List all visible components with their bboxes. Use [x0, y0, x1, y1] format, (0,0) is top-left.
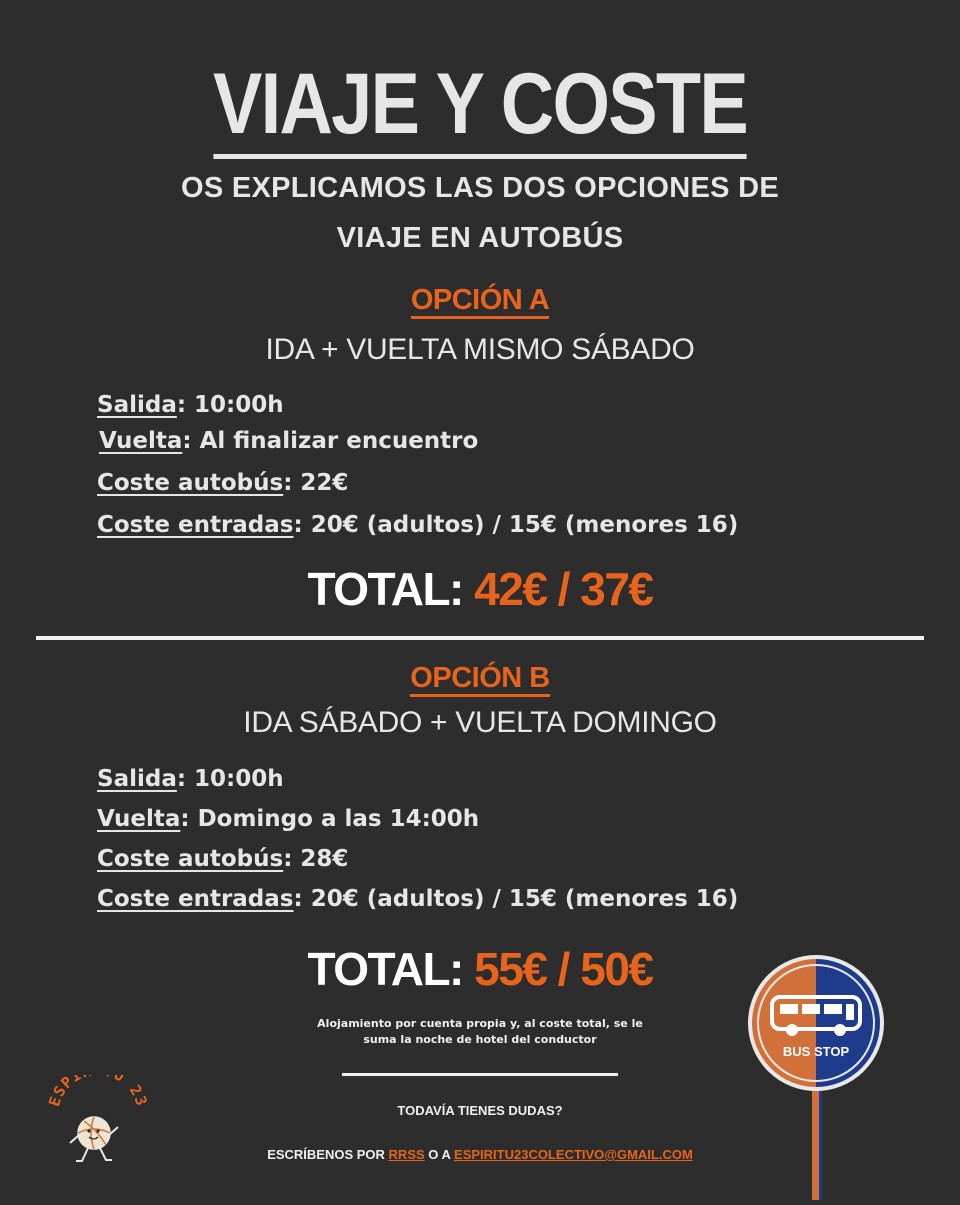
option-a-row-vuelta: Vuelta: Al finalizar encuentro — [99, 428, 479, 454]
option-b-heading: IDA SÁBADO + VUELTA DOMINGO — [243, 706, 717, 739]
email-link[interactable]: ESPIRITU23COLECTIVO@GMAIL.COM — [454, 1147, 693, 1162]
option-b-total: TOTAL: 55€ / 50€ — [307, 943, 653, 995]
espiritu-23-logo — [48, 1075, 148, 1175]
option-b-label: OPCIÓN B — [0, 662, 960, 695]
option-a-row-salida: Salida: 10:00h — [97, 392, 284, 418]
svg-text:BUS STOP: BUS STOP — [782, 1044, 850, 1059]
option-a-row-coste-autobus: Coste autobús: 22€ — [97, 470, 349, 496]
subtitle-line-1: OS EXPLICAMOS LAS DOS OPCIONES DE — [180, 172, 780, 204]
accommodation-note: Alojamiento por cuenta propia y, al coste total, se le suma la noche de hotel del conductor — [317, 1017, 643, 1046]
subtitle-line-2: VIAJE EN AUTOBÚS — [336, 222, 624, 254]
option-b-row-salida: Salida: 10:00h — [97, 766, 284, 792]
option-b-row-coste-autobus: Coste autobús: 28€ — [97, 846, 349, 872]
option-a-total: TOTAL: 42€ / 37€ — [307, 563, 653, 615]
bus-stop-sign-icon — [748, 955, 884, 1200]
rrss-link[interactable]: RRSS — [388, 1147, 425, 1162]
option-a-row-coste-entradas: Coste entradas: 20€ (adultos) / 15€ (menores 16) — [97, 512, 739, 538]
basketball-mascot-icon — [48, 1075, 148, 1175]
svg-text:ESPIRITU 23: SPI U 2 — [49, 1075, 147, 1100]
page-title: VIAJE Y COSTE — [67, 55, 893, 154]
footer-question: TODAVÍA TIENES DUDAS? — [397, 1103, 563, 1118]
section-divider — [36, 636, 924, 640]
option-a-heading: IDA + VUELTA MISMO SÁBADO — [265, 333, 695, 366]
bus-stop-sign — [748, 955, 884, 1200]
footer-contact: ESCRÍBENOS POR RRSS O A ESPIRITU23COLECTIVO@GMAIL.COM — [267, 1147, 693, 1162]
option-a-label: OPCIÓN A — [0, 284, 960, 317]
footer-divider — [342, 1073, 618, 1076]
option-b-row-vuelta: Vuelta: Domingo a las 14:00h — [97, 806, 480, 832]
option-b-row-coste-entradas: Coste entradas: 20€ (adultos) / 15€ (menores 16) — [97, 886, 739, 912]
